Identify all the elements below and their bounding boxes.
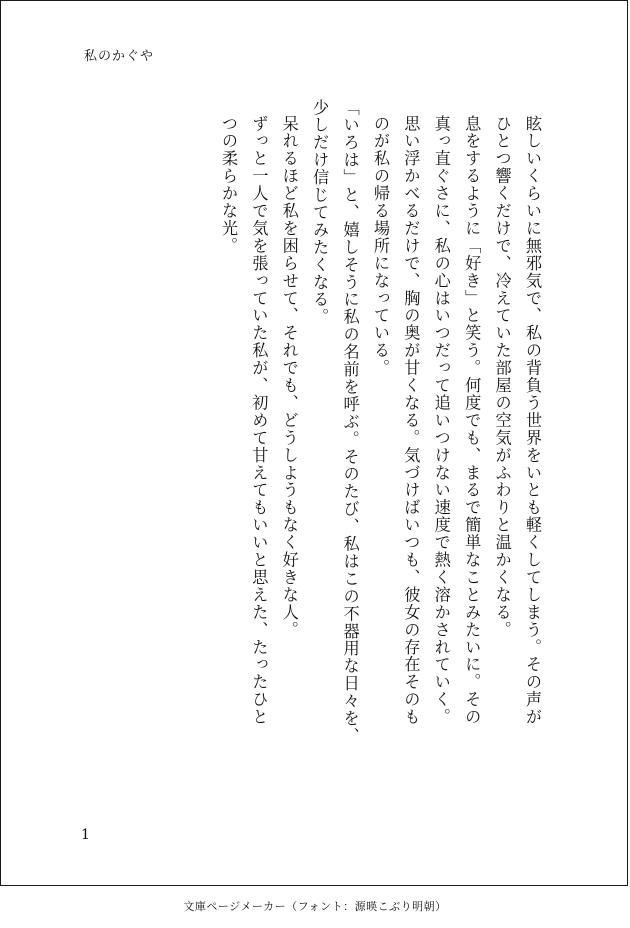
text-line: 呆れるほど私を困らせて、それでも、どうしようもなく好きな人。	[279, 115, 299, 639]
text-line: のが私の帰る場所になっている。	[370, 115, 390, 377]
paragraph	[365, 99, 426, 814]
paragraph	[486, 99, 547, 814]
footer-credit: 文庫ページメーカー（フォント：源暎こぶり明朝）	[183, 900, 447, 913]
paragraph	[213, 99, 304, 814]
running-head: 私のかぐや	[84, 49, 155, 64]
text-line: 少しだけ信じてみたくなる。	[310, 99, 330, 326]
text-line: 息をするように「好き」と笑う。何度でも、まるで簡単なことみたいに。その	[462, 115, 482, 726]
text-line: ずっと一人で気を張っていた私が、初めて甘えてもいいと思えた、たったひと	[249, 115, 269, 726]
text-line: 思い浮かべるだけで、胸の奥が甘くなる。気づけばいつも、彼女の存在そのも	[401, 115, 421, 726]
page-number: 1	[81, 827, 90, 843]
paragraph	[304, 99, 365, 814]
text-line: 真っ直ぐさに、私の心はいつだって追いつけない速度で熱く溶かされていく。	[431, 115, 451, 726]
text-line: 眩しいくらいに無邪気で、私の背負う世界をいとも軽くしてしまう。その声が	[523, 115, 542, 726]
text-line: ひとつ響くだけで、冷えていた部屋の空気がふわりと温かくなる。	[492, 115, 512, 639]
paragraph	[425, 99, 486, 814]
text-line: つの柔らかな光。	[218, 115, 238, 255]
vertical-body-text	[213, 99, 547, 814]
text-line: 「いろは」と、嬉しそうに私の名前を呼ぶ。そのたび、私はこの不器用な日々を、	[340, 99, 360, 745]
